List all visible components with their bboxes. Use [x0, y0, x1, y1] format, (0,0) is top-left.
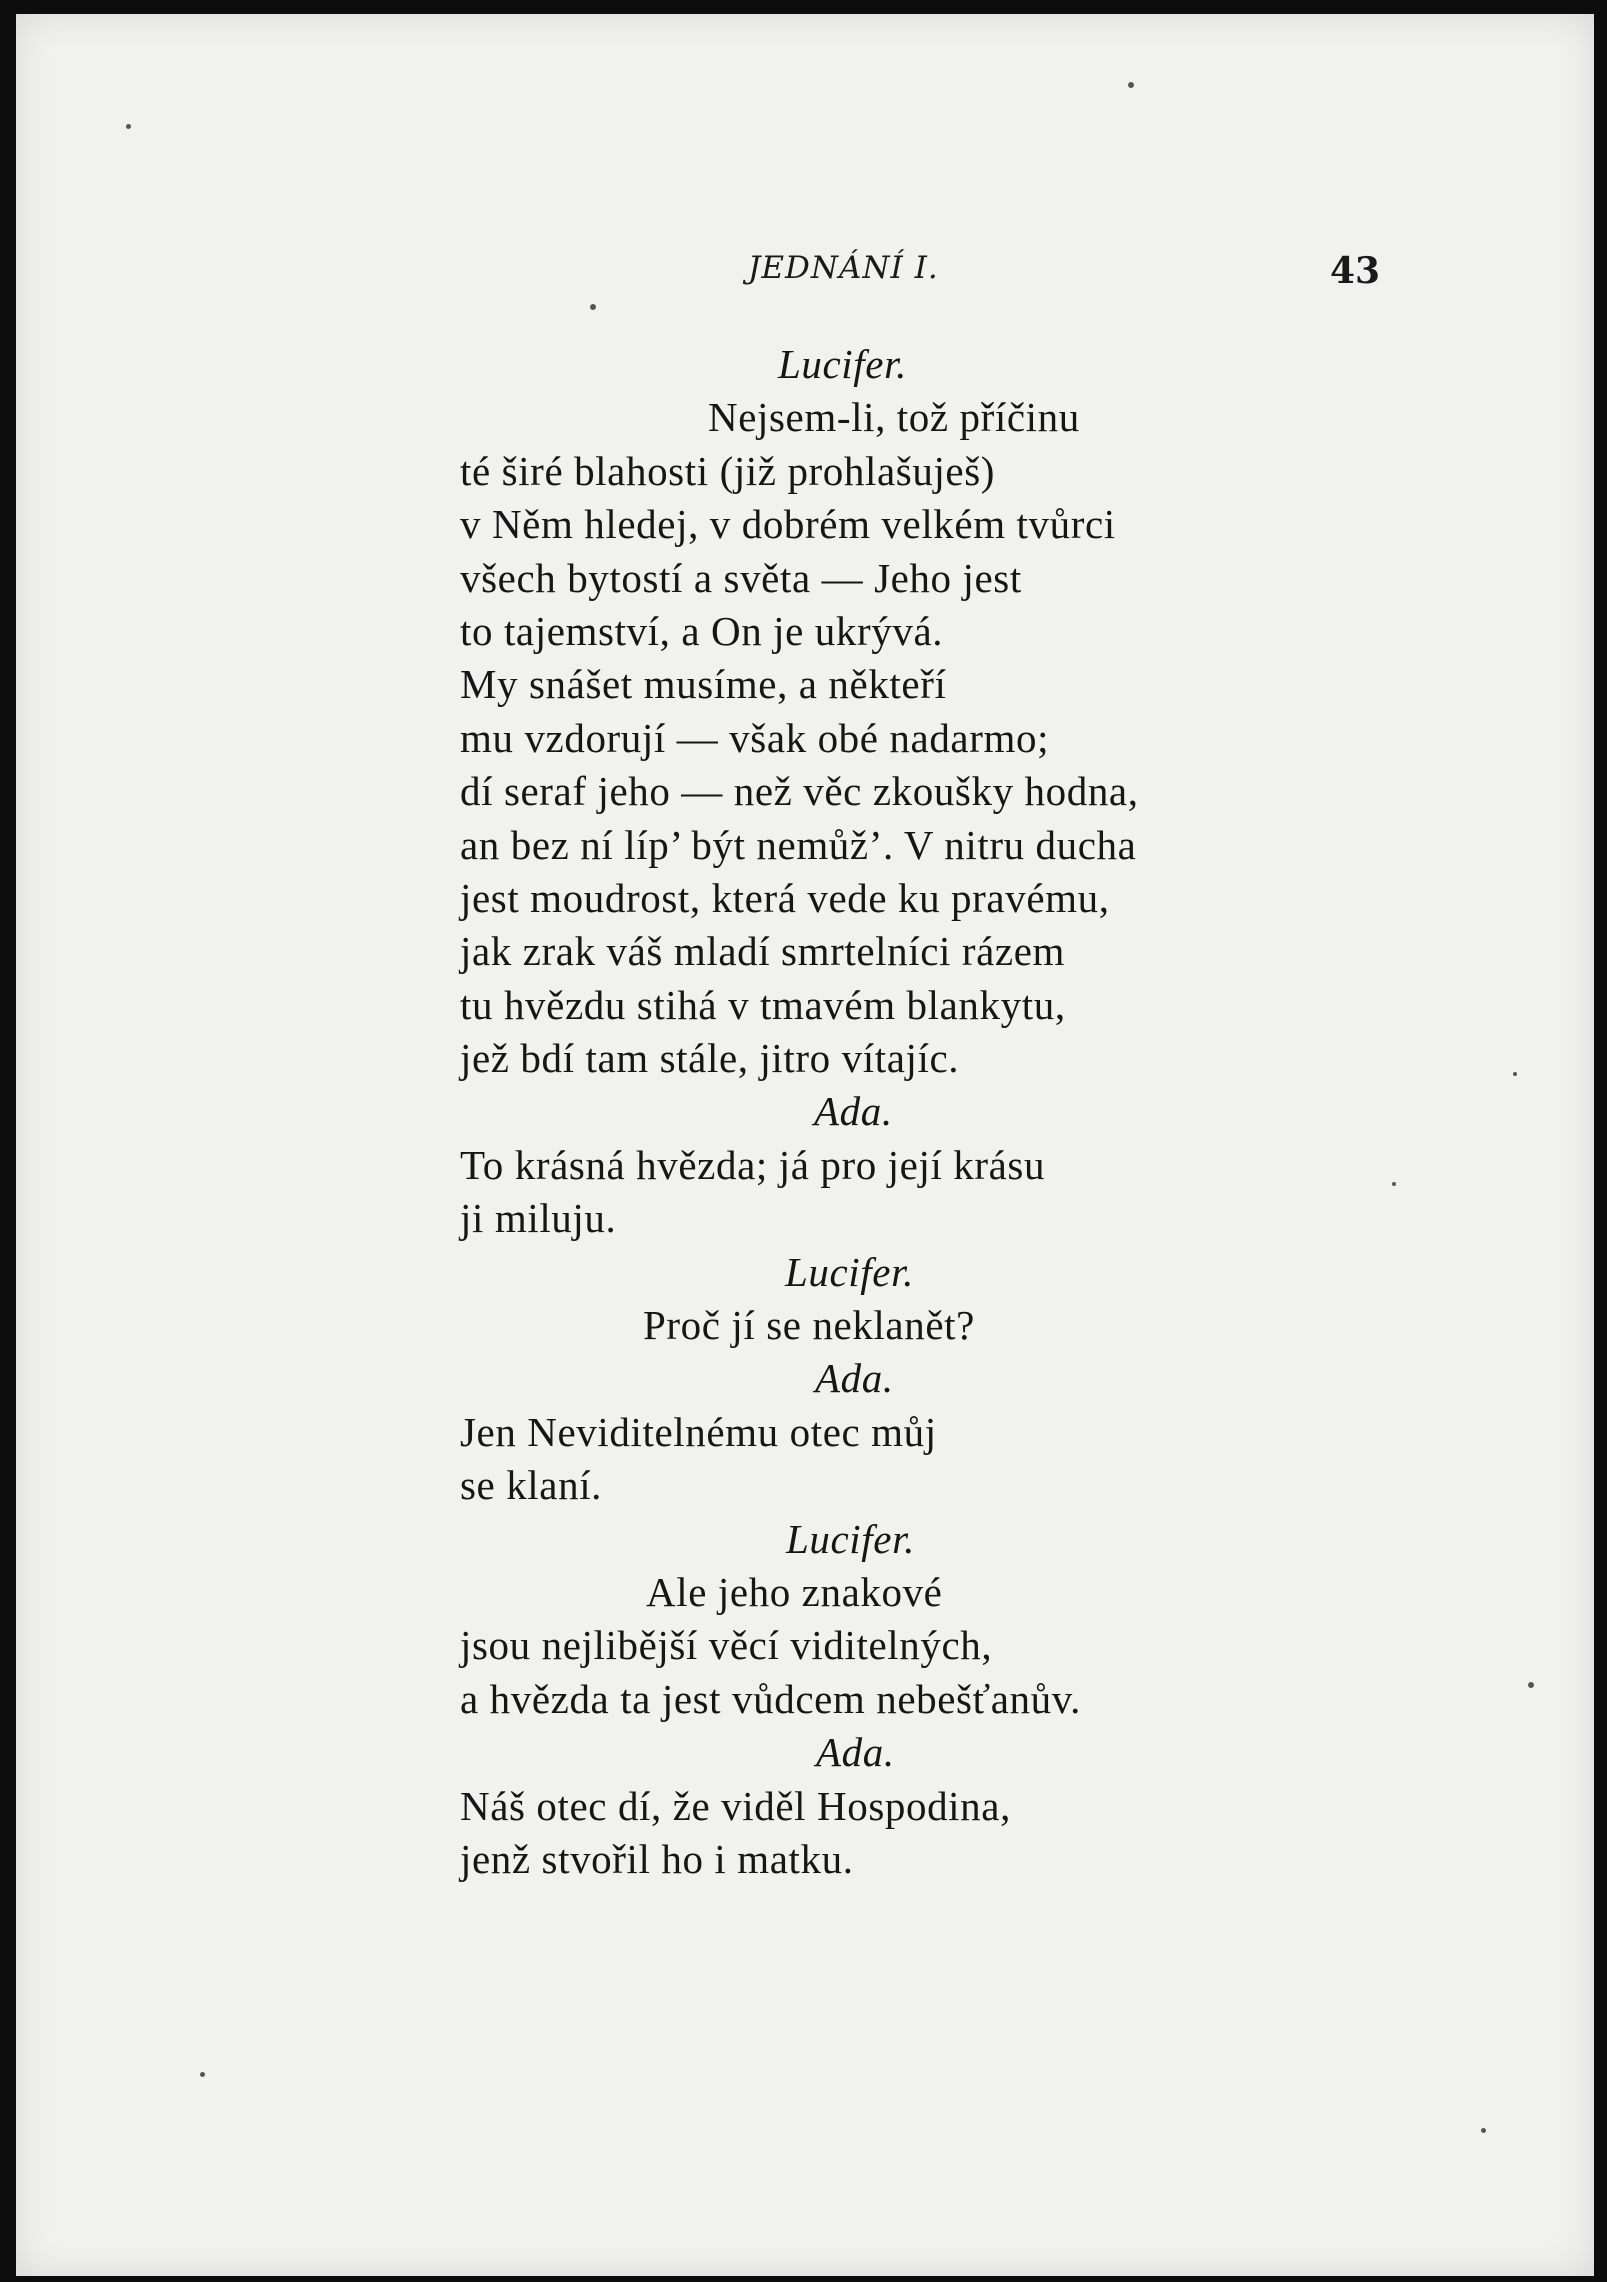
verse-line: To krásná hvězda; já pro její krásu [460, 1141, 1046, 1188]
verse-line: se klaní. [460, 1462, 603, 1509]
verse-line: tu hvězdu stihá v tmavém blankytu, [460, 981, 1066, 1028]
page-number: 43 [1330, 250, 1381, 292]
verse-line: v Něm hledej, v dobrém velkém tvůrci [460, 501, 1116, 548]
paper-speck [200, 2072, 205, 2077]
verse-line: an bez ní líp’ být nemůž’. V nitru ducha [460, 821, 1137, 868]
verse-line: a hvězda ta jest vůdcem nebešťanův. [460, 1675, 1082, 1722]
verse-line: Jen Neviditelnému otec můj [460, 1408, 937, 1455]
verse-line: jsou nejlibější věcí viditelných, [460, 1622, 993, 1669]
paper-speck [590, 304, 596, 310]
speaker-label: Lucifer. [778, 341, 907, 387]
verse-line: Ale jeho znakové [646, 1568, 943, 1615]
verse-line: to tajemství, a On je ukrývá. [460, 607, 944, 654]
paper-speck [1392, 1182, 1396, 1186]
verse-line: všech bytostí a světa — Jeho jest [460, 554, 1022, 601]
verse-line: Proč jí se neklanět? [643, 1302, 975, 1349]
verse-line: My snášet musíme, a někteří [460, 661, 947, 708]
speaker-label: Ada. [816, 1729, 895, 1776]
running-head: JEDNÁNÍ I. [748, 250, 939, 286]
paper-speck [126, 124, 131, 129]
paper-speck [1528, 1682, 1534, 1688]
verse-line: ji miluju. [460, 1195, 617, 1242]
verse-line: té širé blahosti (již prohlašuješ) [460, 447, 996, 494]
speaker-label: Ada. [814, 1088, 893, 1135]
paper-speck [1481, 2128, 1486, 2133]
verse-line: Nejsem-li, tož příčinu [708, 394, 1080, 441]
verse-line: jenž stvořil ho i matku. [460, 1835, 854, 1882]
verse-line: Náš otec dí, že viděl Hospodina, [460, 1782, 1011, 1829]
verse-line: dí seraf jeho — než věc zkoušky hodna, [460, 768, 1139, 815]
verse-text [460, 338, 1360, 1886]
paper-speck [1513, 1072, 1517, 1076]
verse-line: jest moudrost, která vede ku pravému, [460, 874, 1110, 921]
speaker-label: Lucifer. [785, 1248, 914, 1295]
speaker-label: Lucifer. [786, 1515, 915, 1562]
verse-line: jak zrak váš mladí smrtelníci rázem [460, 928, 1066, 975]
paper-speck [1128, 82, 1134, 88]
verse-line: jež bdí tam stále, jitro vítajíc. [460, 1035, 960, 1082]
verse-line: mu vzdorují — však obé nadarmo; [460, 714, 1050, 761]
speaker-label: Ada. [815, 1355, 894, 1402]
